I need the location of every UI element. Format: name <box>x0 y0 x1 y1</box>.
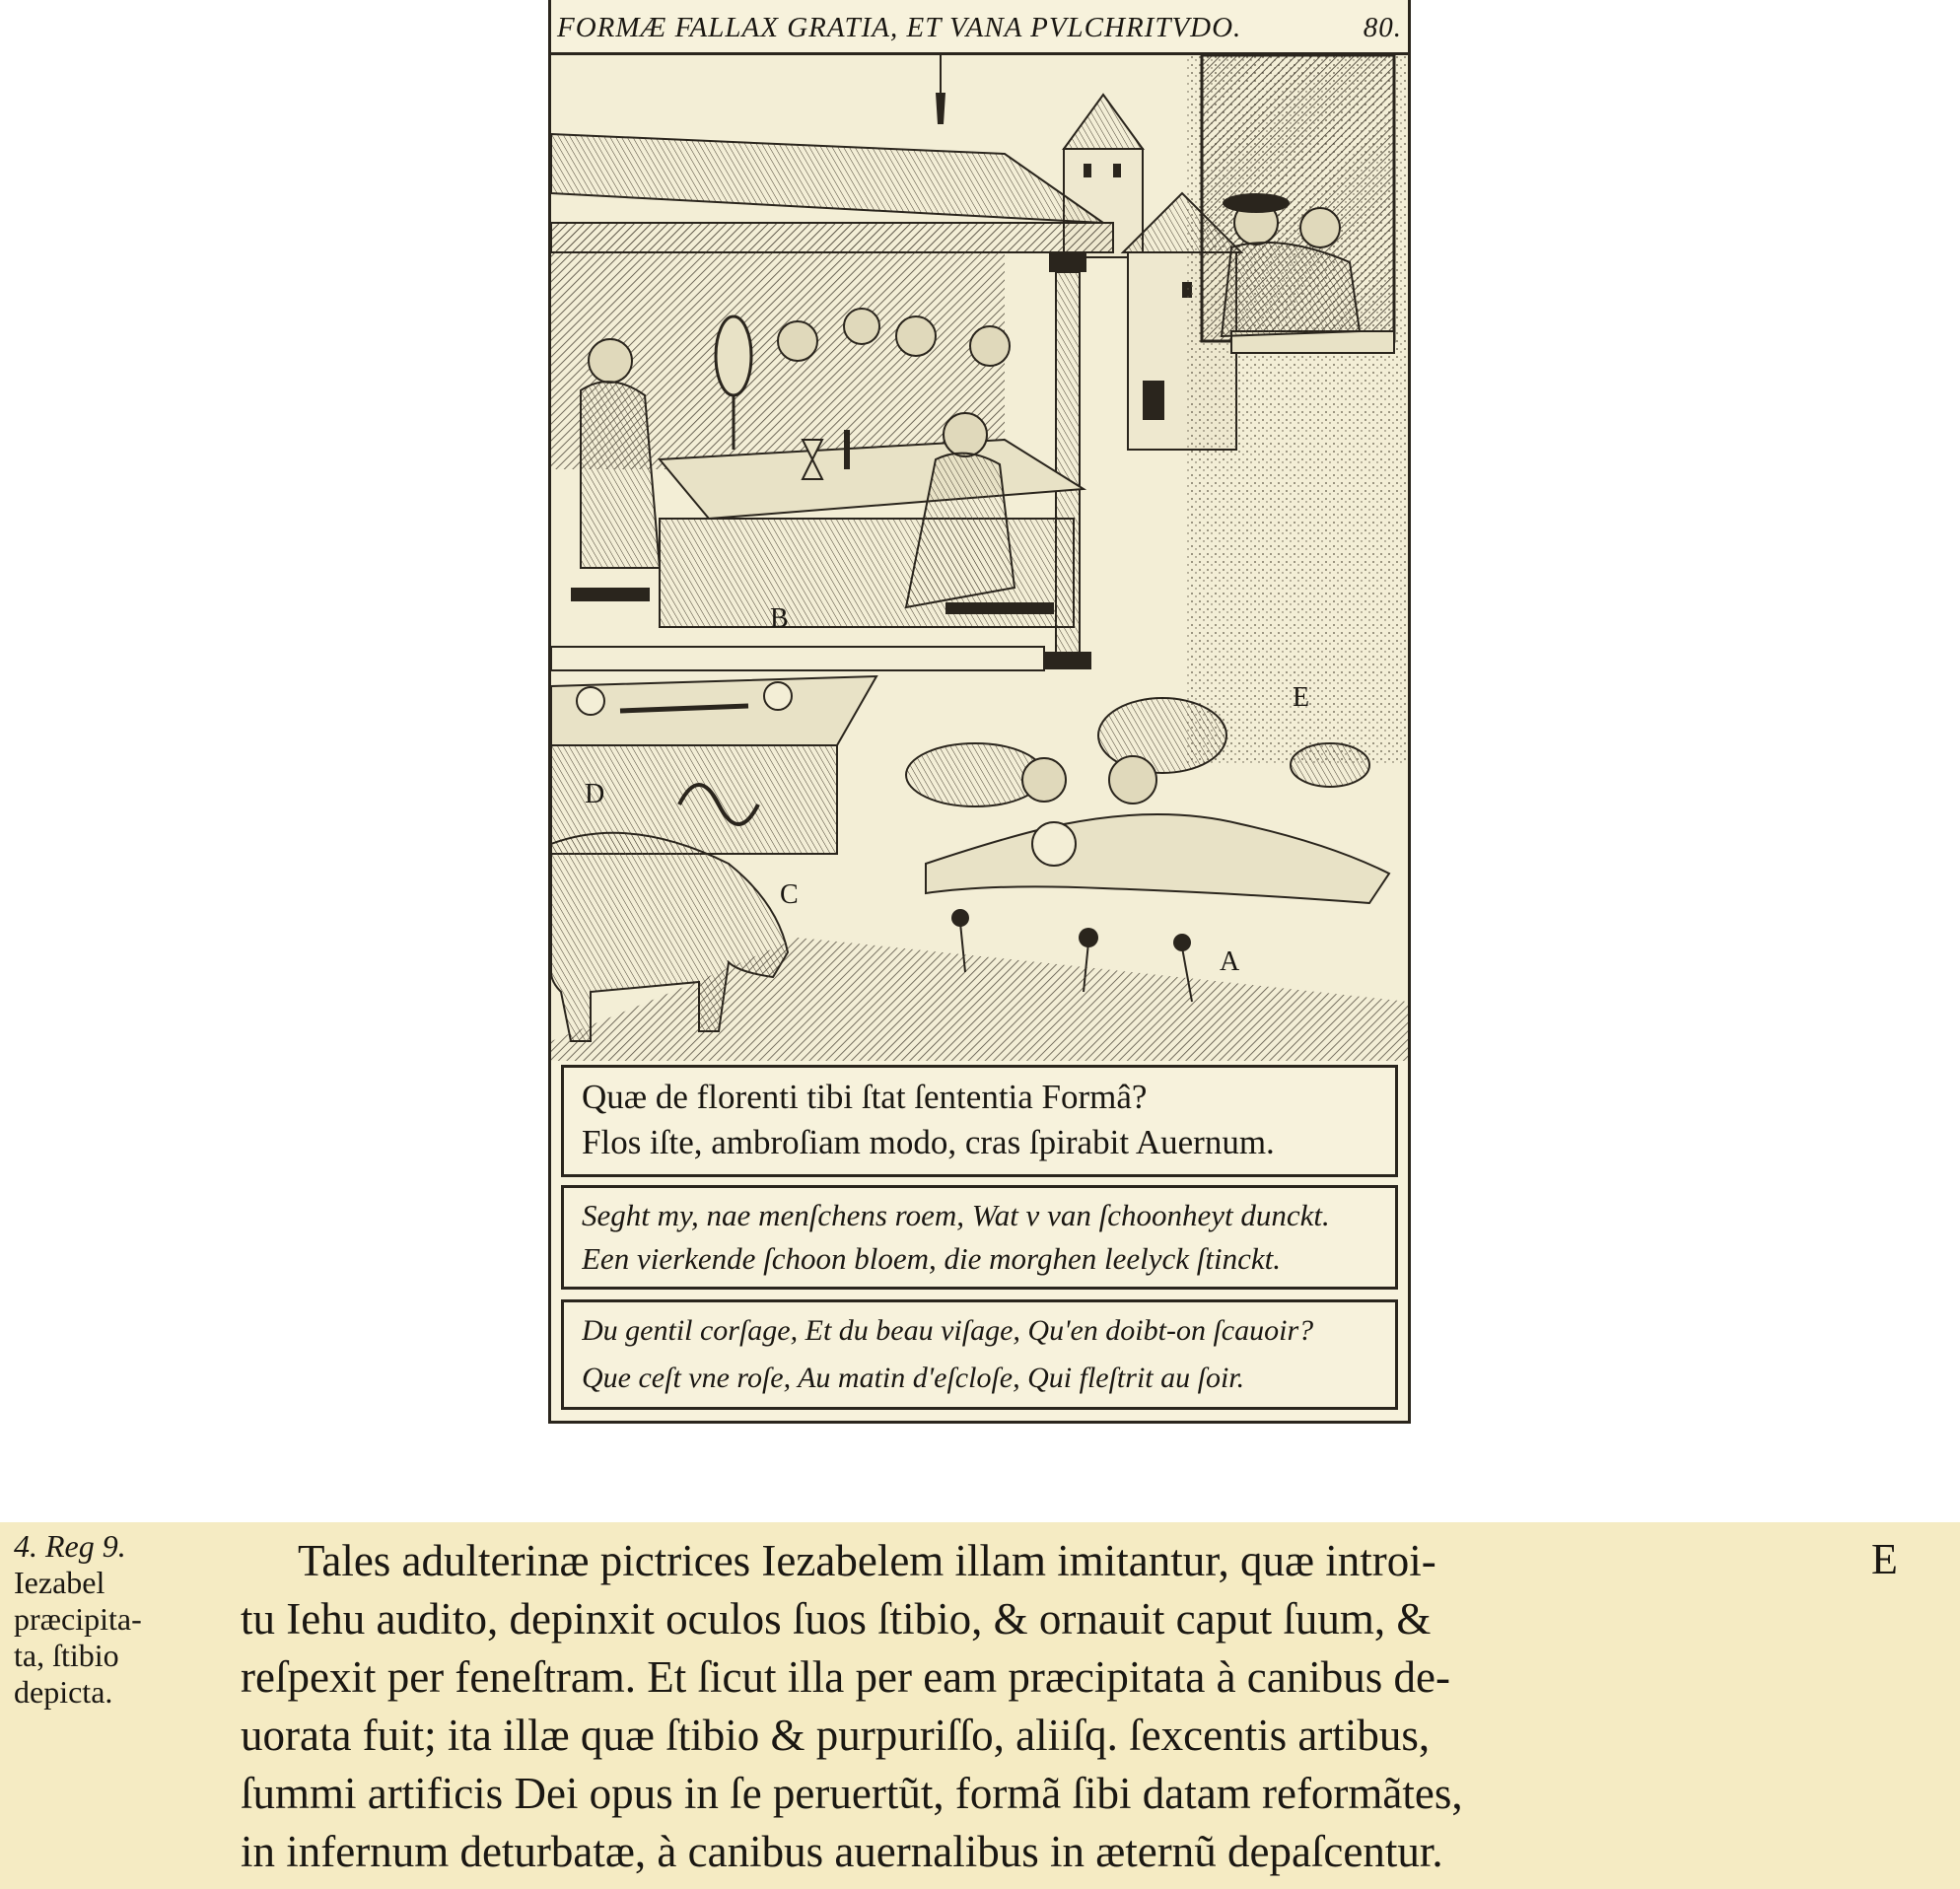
verse-line: Een vierkende ſchoon bloem, die morghen leelyck ſtinckt. <box>582 1241 1281 1276</box>
body-line: in infernum deturbatæ, à canibus auernalibus in æternũ depaſcentur. <box>241 1827 1443 1876</box>
verse-line: Que ceſt vne roſe, Au matin d'eſcloſe, Qui fleſtrit au ſoir. <box>582 1362 1245 1394</box>
tomb <box>551 676 876 854</box>
letter-a: A <box>1220 946 1240 977</box>
body-line: ſummi artificis Dei opus in ſe peruertũt, formã ſibi datam reformãtes, <box>241 1769 1463 1818</box>
body-line: tu Iehu audito, depinxit oculos ſuos ſtibio, & ornauit caput ſuum, & <box>241 1594 1432 1644</box>
letter-d: D <box>585 779 605 809</box>
margin-note-line: depicta. <box>14 1674 113 1710</box>
engraving-illustration <box>551 55 1408 1061</box>
letter-e: E <box>1293 682 1310 713</box>
body-line: reſpexit per feneſtram. Et ſicut illa per eam præcipitata à canibus de- <box>241 1652 1450 1702</box>
verse-line: Quæ de florenti tibi ſtat ſententia Formâ? <box>582 1078 1148 1116</box>
page-number: 80. <box>1363 12 1402 43</box>
latin-verse <box>561 1065 1398 1177</box>
margin-note-line: præcipita- <box>14 1601 142 1637</box>
plate-header <box>551 0 1408 55</box>
verse-line: Du gentil corſage, Et du beau viſage, Qu'en doibt-on ſcauoir? <box>582 1314 1314 1347</box>
letter-c: C <box>780 879 799 910</box>
margin-note <box>14 1528 231 1711</box>
engraving-plate <box>548 0 1411 1424</box>
dutch-verse <box>561 1185 1398 1290</box>
engraving-drawing <box>551 55 1408 1061</box>
verse-line: Seght my, nae menſchens roem, Wat v van ſchoonheyt dunckt. <box>582 1198 1330 1232</box>
window-scene <box>1187 55 1408 765</box>
commentary-body <box>241 1532 1857 1881</box>
verse-line: Flos iſte, ambroſiam modo, cras ſpirabit Auernum. <box>582 1123 1275 1161</box>
letter-b: B <box>770 603 789 634</box>
commentary-section <box>0 1522 1960 1889</box>
scripture-reference: 4. Reg 9. <box>14 1528 126 1564</box>
body-line: uorata fuit; ita illæ quæ ſtibio & purpuriſſo, aliiſq. ſexcentis artibus, <box>241 1711 1431 1760</box>
section-letter: E <box>1871 1535 1898 1583</box>
plate-motto: FORMÆ FALLAX GRATIA, ET VANA PVLCHRITVDO. <box>557 12 1242 43</box>
margin-note-line: ta, ſtibio <box>14 1638 119 1673</box>
margin-note-line: Iezabel <box>14 1565 105 1600</box>
body-line: Tales adulterinæ pictrices Iezabelem illam imitantur, quæ introi- <box>298 1536 1436 1585</box>
french-verse <box>561 1299 1398 1410</box>
